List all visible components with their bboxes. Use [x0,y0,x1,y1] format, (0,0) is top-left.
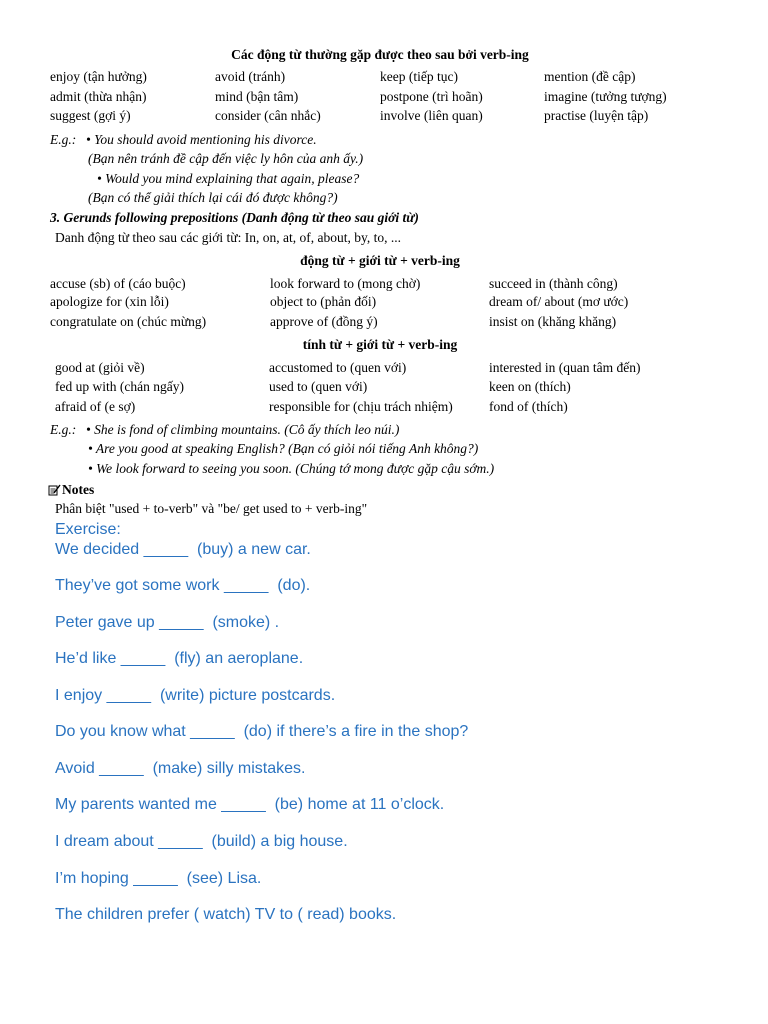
section-intro: Danh động từ theo sau các giới từ: In, on, at, of, about, by, to, ... [55,230,401,245]
exercise-item: He’d like _____ (fly) an aeroplane. [55,650,304,667]
table-cell: avoid (tránh) [215,69,286,84]
exercise-item: I enjoy _____ (write) picture postcards. [55,687,336,704]
exercise-item: They’ve got some work _____ (do). [55,577,311,594]
verb-table-row [0,68,768,86]
table-cell: used to (quen với) [269,379,368,394]
section-heading: 3. Gerunds following prepositions (Danh động từ theo sau giới từ) [50,210,419,225]
example-sentence: • You should avoid mentioning his divorce. [86,132,317,147]
table-cell: suggest (gợi ý) [50,108,131,123]
table-cell: consider (cân nhắc) [215,108,321,123]
example-label: E.g.: [50,422,77,437]
table-cell: good at (giỏi về) [55,360,145,375]
table-cell: responsible for (chịu trách nhiệm) [269,399,453,414]
table-cell: keep (tiếp tục) [380,69,458,84]
notes-label: Notes [62,482,95,497]
table-cell: mention (đề cập) [544,69,636,84]
table-cell: afraid of (e sợ) [55,399,136,414]
example-sentence: • Would you mind explaining that again, please? [97,171,360,186]
table-cell: postpone (trì hoãn) [380,89,483,104]
verb-table-row [0,107,768,125]
table-cell: admit (thừa nhận) [50,89,147,104]
table-cell: accustomed to (quen với) [269,360,407,375]
example-sentence: • Are you good at speaking English? (Bạn có giỏi nói tiếng Anh không?) [88,441,479,456]
exercise-item: My parents wanted me _____ (be) home at 11 o’clock. [55,796,445,813]
example-translation: (Bạn có thể giải thích lại cái đó được không?) [88,190,338,205]
verb-table-row [0,88,768,106]
prep-adj-row [0,378,768,396]
subheading-adj-prep: tính từ + giới từ + verb-ing [302,337,458,352]
subheading-verb-prep: động từ + giới từ + verb-ing [300,253,460,268]
prep-adj-row [0,398,768,416]
example-sentence: • She is fond of climbing mountains. (Cô ấy thích leo núi.) [86,422,400,437]
table-cell: look forward to (mong chờ) [270,276,421,291]
example-translation: (Bạn nên tránh đề cập đến việc ly hôn của anh ấy.) [88,151,364,166]
table-cell: approve of (đồng ý) [270,314,378,329]
prep-adj-row [0,359,768,377]
page-title: Các động từ thường gặp được theo sau bởi verb-ing [231,47,529,62]
table-cell: dream of/ about (mơ ước) [489,294,629,309]
prep-verb-row [0,313,768,331]
table-cell: fed up with (chán ngấy) [55,379,184,394]
table-cell: mind (bận tâm) [215,89,299,104]
table-cell: accuse (sb) of (cáo buộc) [50,276,186,291]
exercise-item: The children prefer ( watch) TV to ( read) books. [55,906,397,923]
exercise-heading: Exercise: [55,521,121,538]
table-cell: interested in (quan tâm đến) [489,360,641,375]
table-cell: insist on (khăng khăng) [489,314,617,329]
exercise-item: I’m hoping _____ (see) Lisa. [55,870,262,887]
table-cell: enjoy (tận hưởng) [50,69,147,84]
exercise-item: Avoid _____ (make) silly mistakes. [55,760,306,777]
prep-verb-row [0,293,768,311]
table-cell: object to (phản đối) [270,294,377,309]
example-label: E.g.: [50,132,77,147]
example-sentence: • We look forward to seeing you soon. (Chúng tớ mong được gặp cậu sớm.) [88,461,495,476]
exercise-item: Peter gave up _____ (smoke) . [55,614,280,631]
table-cell: apologize for (xin lỗi) [50,294,169,309]
notes-text: Phân biệt "used + to-verb" và "be/ get used to + verb-ing" [55,501,368,516]
table-cell: imagine (tưởng tượng) [544,89,667,104]
table-cell: fond of (thích) [489,399,568,414]
table-cell: involve (liên quan) [380,108,483,123]
table-cell: practise (luyện tập) [544,108,649,123]
exercise-item: Do you know what _____ (do) if there’s a fire in the shop? [55,723,469,740]
exercise-item: I dream about _____ (build) a big house. [55,833,348,850]
table-cell: succeed in (thành công) [489,276,618,291]
prep-verb-row [0,275,768,293]
table-cell: keen on (thích) [489,379,571,394]
exercise-item: We decided _____ (buy) a new car. [55,541,311,558]
table-cell: congratulate on (chúc mừng) [50,314,207,329]
notes-icon [48,484,61,496]
